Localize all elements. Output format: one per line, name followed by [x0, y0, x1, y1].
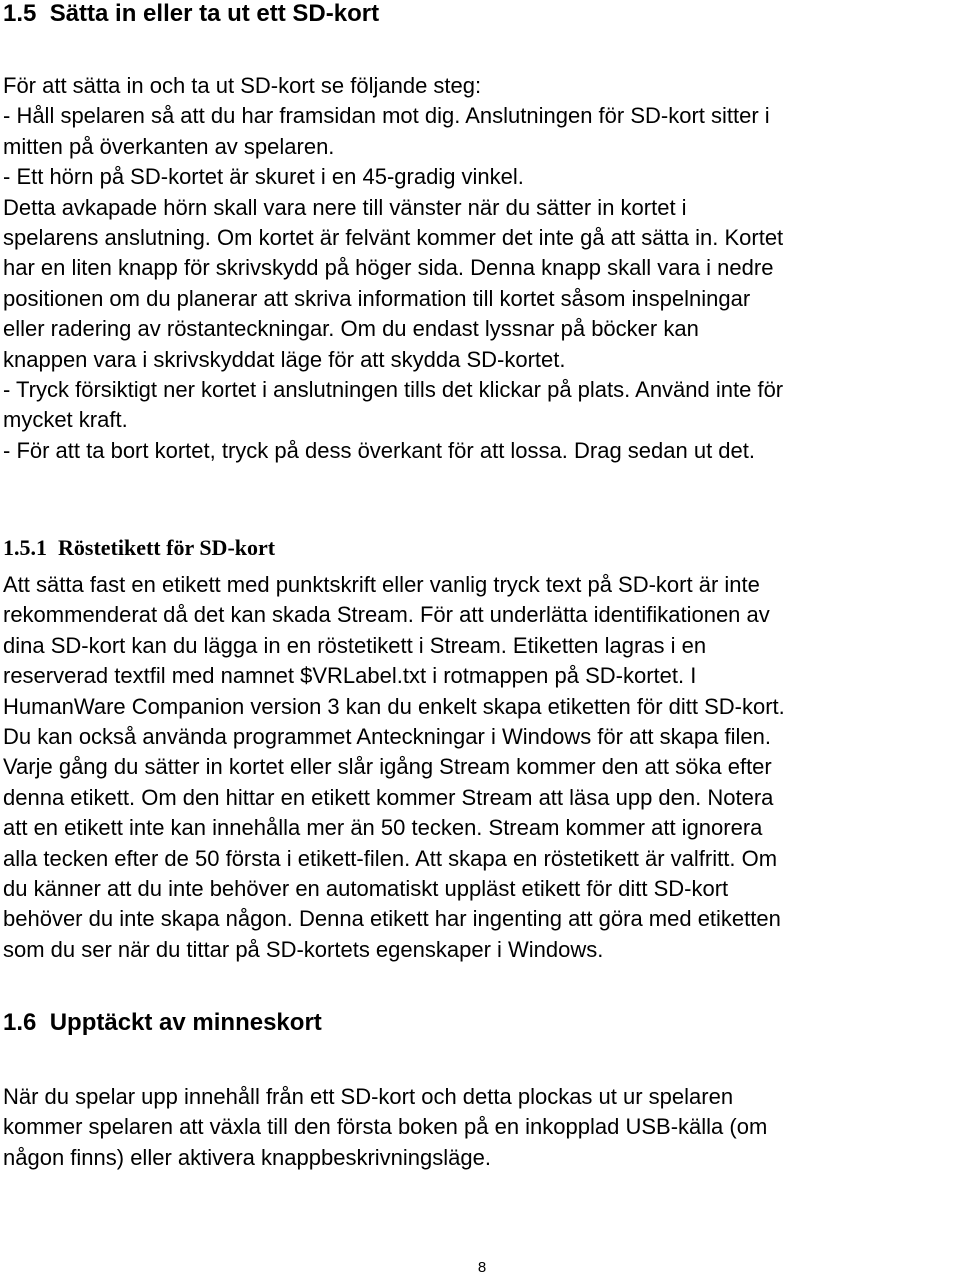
section-1-6-body — [3, 1082, 958, 1173]
body-line: alla tecken efter de 50 första i etikett-filen. Att skapa en röstetikett är valfritt. Om — [3, 845, 778, 871]
body-line: som du ser när du tittar på SD-kortets egenskaper i Windows. — [3, 936, 604, 962]
body-line: eller radering av röstanteckningar. Om du endast lyssnar på böcker kan — [3, 316, 699, 342]
body-line: Detta avkapade hörn skall vara nere till vänster när du sätter in kortet i — [3, 194, 687, 220]
section-heading-1-6: 1.6 Upptäckt av minneskort — [3, 1009, 322, 1036]
section-1-5-body — [3, 71, 958, 466]
body-line: För att sätta in och ta ut SD-kort se följande steg: — [3, 73, 482, 98]
page-number: 8 — [477, 1259, 487, 1276]
body-line: Att sätta fast en etikett med punktskrift eller vanlig tryck text på SD-kort är inte — [3, 572, 760, 597]
body-line: någon finns) eller aktivera knappbeskrivningsläge. — [3, 1144, 491, 1170]
body-line: knappen vara i skrivskyddat läge för att skydda SD-kortet. — [3, 346, 566, 372]
body-line: reserverad textfil med namnet $VRLabel.txt i rotmappen på SD-kortet. I — [3, 663, 697, 689]
body-line: - Tryck försiktigt ner kortet i anslutningen tills det klickar på plats. Använd inte för — [3, 377, 784, 403]
body-line: positionen om du planerar att skriva information till kortet såsom inspelningar — [3, 285, 751, 311]
body-line: spelarens anslutning. Om kortet är felvänt kommer det inte gå att sätta in. Kortet — [3, 225, 784, 251]
body-line: Varje gång du sätter in kortet eller slår igång Stream kommer den att söka efter — [3, 754, 772, 780]
body-line: HumanWare Companion version 3 kan du enkelt skapa etiketten för ditt SD-kort. — [3, 693, 785, 719]
body-line: - För att ta bort kortet, tryck på dess överkant för att lossa. Drag sedan ut det. — [3, 437, 756, 463]
section-heading-1-5: 1.5 Sätta in eller ta ut ett SD-kort — [3, 0, 380, 27]
body-line: dina SD-kort kan du lägga in en röstetikett i Stream. Etiketten lagras i en — [3, 632, 707, 658]
body-line: mitten på överkanten av spelaren. — [3, 133, 335, 159]
section-heading-1-5-1: 1.5.1 Röstetikett för SD-kort — [3, 535, 276, 560]
body-line: Du kan också använda programmet Anteckningar i Windows för att skapa filen. — [3, 724, 771, 750]
body-line: - Håll spelaren så att du har framsidan mot dig. Anslutningen för SD-kort sitter i — [3, 103, 770, 129]
body-line: du känner att du inte behöver en automatiskt uppläst etikett för ditt SD-kort — [3, 876, 729, 902]
body-line: kommer spelaren att växla till den första boken på en inkopplad USB-källa (om — [3, 1114, 768, 1140]
body-line: rekommenderat då det kan skada Stream. För att underlätta identifikationen av — [3, 602, 770, 628]
body-line: att en etikett inte kan innehålla mer än 50 tecken. Stream kommer att ignorera — [3, 815, 763, 841]
body-line: har en liten knapp för skrivskydd på höger sida. Denna knapp skall vara i nedre — [3, 255, 774, 281]
body-line: - Ett hörn på SD-kortet är skuret i en 45-gradig vinkel. — [3, 164, 524, 190]
body-line: denna etikett. Om den hittar en etikett kommer Stream att läsa upp den. Notera — [3, 784, 774, 810]
section-1-5-1-body — [3, 570, 958, 965]
body-line: mycket kraft. — [3, 407, 128, 433]
body-line: När du spelar upp innehåll från ett SD-kort och detta plockas ut ur spelaren — [3, 1084, 734, 1109]
body-line: behöver du inte skapa någon. Denna etikett har ingenting att göra med etiketten — [3, 906, 781, 932]
